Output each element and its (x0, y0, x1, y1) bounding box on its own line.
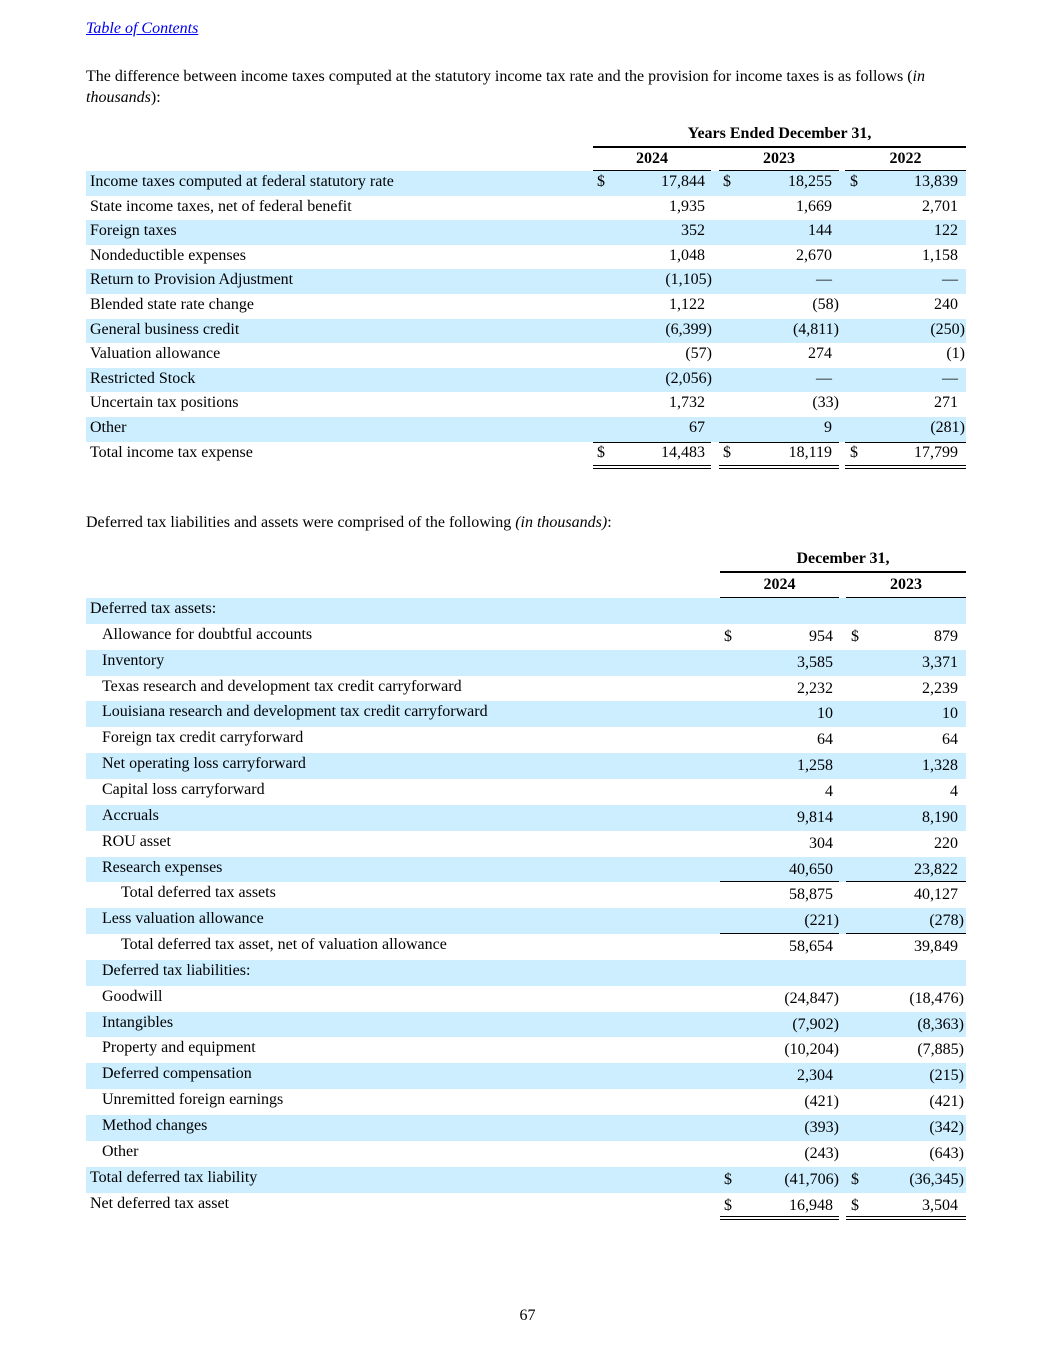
table-row (86, 1063, 966, 1089)
table-cell: (18,476) (909, 989, 964, 1007)
table-cell: 1,158 (922, 246, 958, 264)
row-label: Total deferred tax liability (90, 1168, 258, 1186)
table-cell: (243) (804, 1144, 839, 1162)
table-cell: 1,122 (669, 296, 705, 313)
double-rule (845, 465, 966, 469)
table-cell: (1) (946, 345, 965, 363)
table-cell: 1,048 (669, 246, 705, 264)
total-rule (719, 442, 839, 443)
table-cell: (393) (804, 1119, 839, 1136)
intro-paragraph-income-tax: The difference between income taxes computed at the statutory income tax rate and the provision for income taxes is as follows (in thousands): (86, 68, 925, 106)
table-cell: 271 (934, 394, 958, 412)
table-cell: (36,345) (909, 1170, 964, 1188)
total-rule (593, 442, 711, 443)
total-rule (845, 442, 966, 443)
dollar-sign: $ (851, 627, 859, 645)
table-cell: 9,814 (797, 808, 833, 826)
table-cell: (57) (685, 345, 712, 363)
table1-col-2024: 2024 (593, 150, 711, 172)
table1-col-2022: 2022 (845, 150, 966, 172)
subtotal-rule (846, 933, 966, 934)
table-cell: 58,875 (789, 886, 833, 904)
table-row (86, 1167, 966, 1193)
table-cell: 879 (934, 627, 958, 645)
table-cell: 13,839 (914, 173, 958, 190)
dollar-sign: $ (850, 173, 858, 190)
table-cell: 58,654 (789, 938, 833, 956)
table-cell: (221) (804, 912, 839, 930)
table-cell: (4,811) (792, 320, 839, 338)
table-cell: 2,232 (797, 679, 833, 697)
table-cell: — (816, 369, 832, 387)
dollar-sign: $ (597, 443, 605, 461)
dollar-sign: $ (597, 173, 605, 190)
table-row (86, 598, 966, 624)
table-row (86, 1193, 966, 1219)
table-row (86, 805, 966, 831)
table-cell: 3,371 (922, 653, 958, 671)
row-label: Other (90, 419, 127, 436)
table-row (86, 319, 966, 344)
table-row (86, 753, 966, 779)
table-row (86, 1089, 966, 1115)
table2-group-header: December 31, (720, 550, 966, 573)
table-cell: 3,585 (797, 653, 833, 671)
table-cell: (215) (929, 1067, 964, 1085)
table-row (86, 442, 966, 467)
table-cell: (6,399) (665, 320, 712, 338)
row-label: Goodwill (102, 987, 163, 1005)
table-cell: 4 (825, 782, 833, 800)
table-cell: 1,258 (797, 757, 833, 775)
table-cell: 954 (809, 627, 833, 645)
table-cell: (250) (930, 320, 965, 338)
row-label: State income taxes, net of federal benefit (90, 197, 352, 215)
subtotal-rule (720, 933, 839, 934)
table-row (86, 1141, 966, 1167)
row-label: Deferred compensation (102, 1065, 252, 1083)
table-cell: 17,799 (914, 443, 958, 461)
row-label: Net operating loss carryforward (102, 755, 306, 773)
table-row (86, 368, 966, 393)
row-label: Texas research and development tax credit carryforward (102, 677, 462, 695)
table-row (86, 1012, 966, 1038)
row-label: Research expenses (102, 858, 223, 876)
table-row (86, 392, 966, 417)
row-label: Intangibles (102, 1013, 174, 1031)
table1-group-header: Years Ended December 31, (593, 125, 966, 148)
table-row (86, 220, 966, 245)
table-cell: 17,844 (661, 173, 705, 190)
double-rule (720, 1216, 839, 1220)
table-cell: 10 (942, 705, 958, 723)
table-cell: (421) (804, 1093, 839, 1111)
table-cell: 8,190 (922, 808, 958, 826)
row-label: Louisiana research and development tax credit carryforward (102, 703, 488, 721)
table-row (86, 650, 966, 676)
row-label: Total income tax expense (90, 443, 253, 461)
table-cell: (342) (929, 1119, 964, 1136)
dollar-sign: $ (851, 1170, 859, 1188)
table1-col-2023: 2023 (719, 150, 839, 172)
table-cell: 144 (808, 222, 832, 240)
double-rule (719, 465, 839, 469)
row-label: Restricted Stock (90, 369, 196, 387)
row-label: Inventory (102, 651, 165, 669)
table-cell: 2,304 (797, 1067, 833, 1085)
table-cell: (7,885) (917, 1041, 964, 1059)
table-cell: (278) (929, 912, 964, 930)
table-cell: (10,204) (784, 1041, 839, 1059)
table2-col-2024: 2024 (720, 576, 839, 599)
table-cell: (58) (812, 296, 839, 313)
row-label: ROU asset (102, 832, 171, 850)
table-cell: (643) (929, 1144, 964, 1162)
table-row (86, 196, 966, 221)
row-label: Total deferred tax asset, net of valuation allowance (121, 936, 447, 954)
row-label: Less valuation allowance (102, 910, 264, 928)
row-label: Return to Provision Adjustment (90, 271, 294, 289)
row-label: Income taxes computed at federal statutory rate (90, 173, 394, 190)
dollar-sign: $ (723, 443, 731, 461)
table-cell: 2,701 (922, 197, 958, 215)
row-label: Capital loss carryforward (102, 780, 265, 798)
page-number: 67 (519, 1307, 536, 1324)
table-row (86, 624, 966, 650)
table-cell: 40,650 (789, 860, 833, 878)
table-cell: (41,706) (784, 1170, 839, 1188)
row-label: Deferred tax assets: (90, 600, 217, 617)
dollar-sign: $ (724, 1196, 732, 1214)
table-cell: (1,105) (665, 271, 712, 289)
table-cell: 1,328 (922, 757, 958, 775)
table2-col-2023: 2023 (846, 576, 966, 599)
row-label: Allowance for doubtful accounts (102, 625, 313, 643)
row-label: Nondeductible expenses (90, 246, 246, 264)
table-cell: (281) (930, 419, 965, 436)
row-label: Unremitted foreign earnings (102, 1091, 284, 1109)
row-label: Blended state rate change (90, 296, 254, 313)
table-cell: 23,822 (914, 860, 958, 878)
table-row (86, 986, 966, 1012)
table-cell: 2,670 (796, 246, 832, 264)
row-label: Deferred tax liabilities: (102, 961, 251, 979)
table-row (86, 779, 966, 805)
table-row (86, 857, 966, 883)
dollar-sign: $ (851, 1196, 859, 1214)
row-label: Property and equipment (102, 1039, 256, 1057)
table-cell: (33) (812, 394, 839, 412)
row-label: Foreign tax credit carryforward (102, 729, 304, 747)
dollar-sign: $ (723, 173, 731, 190)
table-row (86, 908, 966, 934)
row-label: Foreign taxes (90, 222, 177, 240)
table-cell: 3,504 (922, 1196, 958, 1214)
table-cell: — (942, 369, 958, 387)
table-cell: (421) (929, 1093, 964, 1111)
table-cell: 352 (681, 222, 705, 240)
table-row (86, 727, 966, 753)
table-row (86, 831, 966, 857)
table-cell: 4 (950, 782, 958, 800)
table-row (86, 294, 966, 319)
table-row (86, 417, 966, 442)
table-cell: 122 (934, 222, 958, 240)
row-label: Valuation allowance (90, 345, 221, 363)
table-cell: 16,948 (789, 1196, 833, 1214)
table-cell: 18,119 (788, 443, 832, 461)
table-cell: 240 (934, 296, 958, 313)
subtotal-rule (846, 881, 966, 882)
table-cell: (2,056) (665, 369, 712, 387)
table-row (86, 882, 966, 908)
table-row (86, 269, 966, 294)
table-row (86, 934, 966, 960)
dollar-sign: $ (724, 1170, 732, 1188)
table-cell: 304 (809, 834, 833, 852)
double-rule (846, 1216, 966, 1220)
table-cell: 18,255 (788, 173, 832, 190)
table-cell: 274 (808, 345, 832, 363)
table-cell: 64 (942, 731, 958, 749)
table-cell: 40,127 (914, 886, 958, 904)
table-cell: 1,669 (796, 197, 832, 215)
table-cell: 1,935 (669, 197, 705, 215)
row-label: Other (102, 1142, 139, 1160)
table-cell: (24,847) (784, 989, 839, 1007)
row-label: Accruals (102, 806, 159, 824)
table-cell: 64 (817, 731, 833, 749)
table-row (86, 245, 966, 270)
table-row (86, 171, 966, 196)
subtotal-rule (720, 881, 839, 882)
table-cell: 10 (817, 705, 833, 723)
table-cell: — (816, 271, 832, 289)
table-row (86, 1115, 966, 1141)
table-cell: 39,849 (914, 938, 958, 956)
table-of-contents-link[interactable]: Table of Contents (86, 20, 199, 37)
row-label: Total deferred tax assets (121, 884, 276, 902)
table-cell: 67 (689, 419, 705, 436)
double-rule (593, 465, 711, 469)
row-label: Uncertain tax positions (90, 394, 239, 412)
table-row (86, 960, 966, 986)
table-cell: 220 (934, 834, 958, 852)
table-cell: — (942, 271, 958, 289)
intro-paragraph-deferred-tax: Deferred tax liabilities and assets were comprised of the following (in thousands): (86, 514, 612, 531)
table-row (86, 343, 966, 368)
table-cell: (7,902) (792, 1015, 839, 1033)
table-row (86, 676, 966, 702)
table-row (86, 1037, 966, 1063)
row-label: Net deferred tax asset (90, 1194, 230, 1212)
table-row (86, 701, 966, 727)
row-label: Method changes (102, 1117, 208, 1134)
dollar-sign: $ (724, 627, 732, 645)
table-cell: 9 (824, 419, 832, 436)
table-cell: 14,483 (661, 443, 705, 461)
table-cell: 2,239 (922, 679, 958, 697)
dollar-sign: $ (850, 443, 858, 461)
table-cell: (8,363) (917, 1015, 964, 1033)
table-cell: 1,732 (669, 394, 705, 412)
row-label: General business credit (90, 320, 240, 338)
